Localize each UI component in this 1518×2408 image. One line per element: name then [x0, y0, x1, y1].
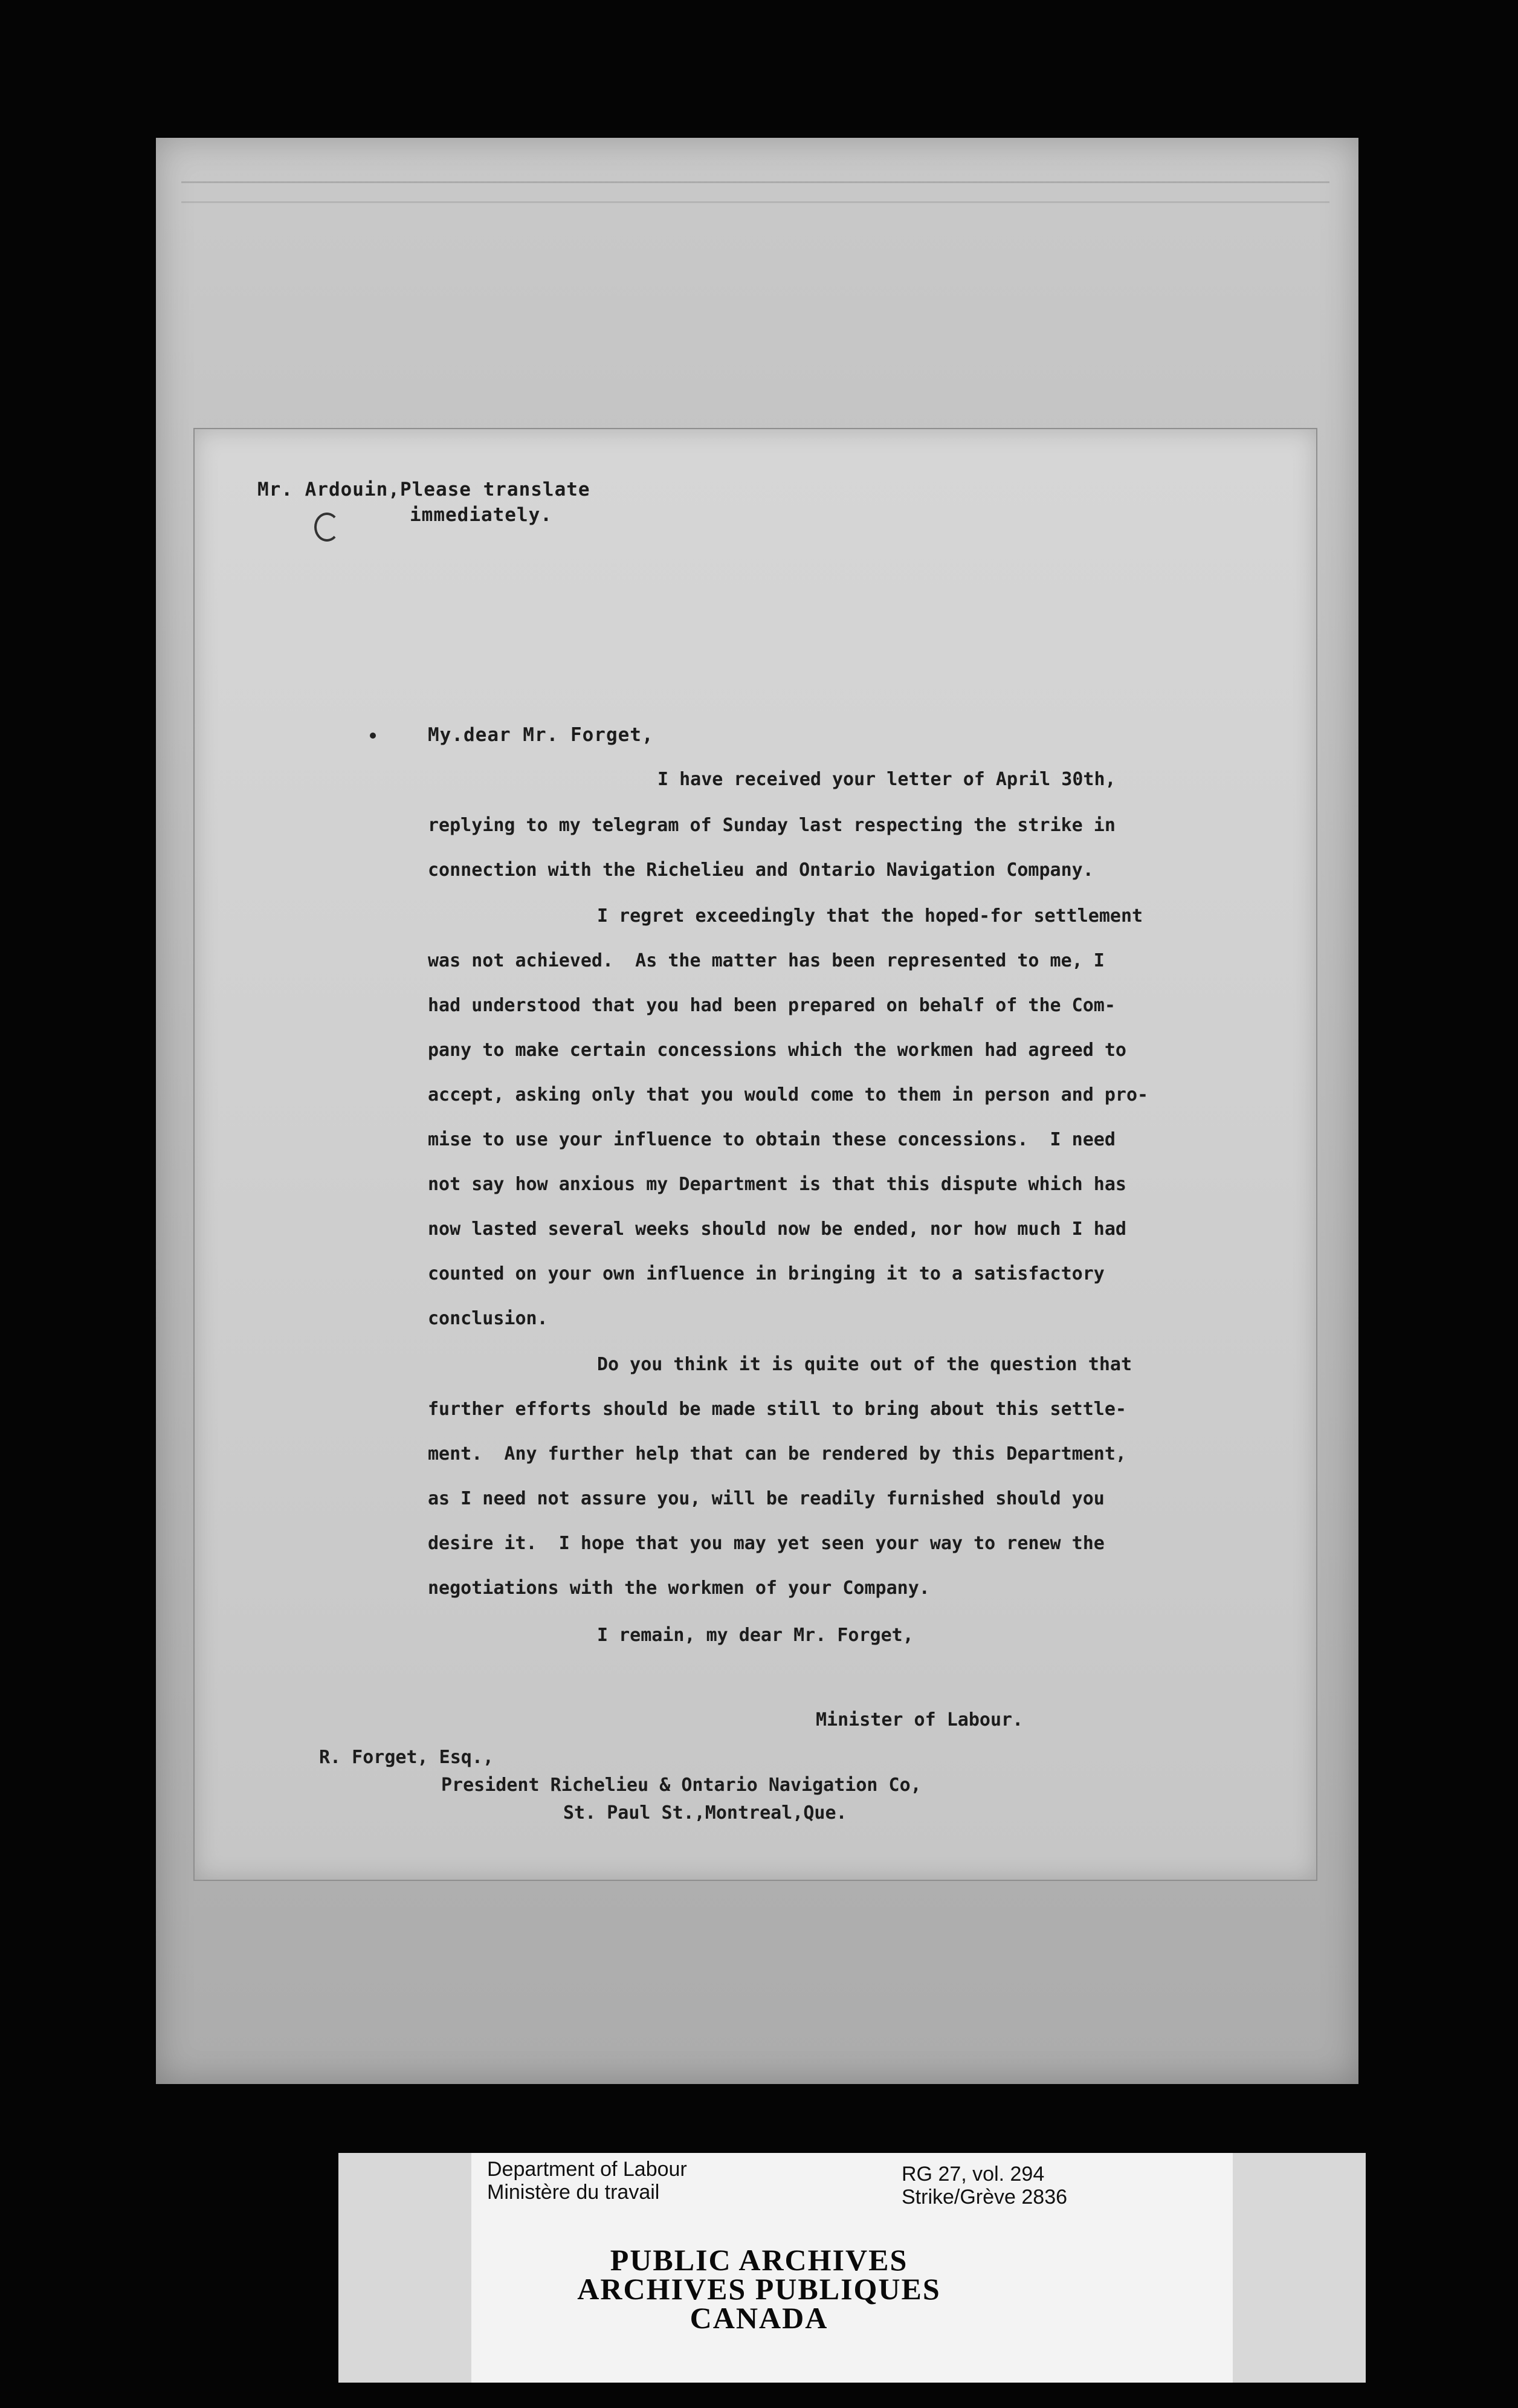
- body-line: ment. Any further help that can be rendered by this Department,: [428, 1443, 1126, 1465]
- body-line: conclusion.: [428, 1308, 548, 1329]
- pencil-circle-mark: [314, 513, 340, 542]
- body-line: negotiations with the workmen of your Company.: [428, 1578, 930, 1599]
- body-line: as I need not assure you, will be readily furnished should you: [428, 1488, 1105, 1509]
- body-line: I regret exceedingly that the hoped-for settlement: [597, 905, 1143, 927]
- margin-dot: [370, 733, 376, 739]
- closing-line: I remain, my dear Mr. Forget,: [597, 1625, 914, 1646]
- translation-note-line2: immediately.: [410, 504, 552, 526]
- body-line: was not achieved. As the matter has been represented to me, I: [428, 950, 1105, 971]
- salutation: My.dear Mr. Forget,: [428, 724, 654, 746]
- body-line: had understood that you had been prepared on behalf of the Com-: [428, 995, 1116, 1016]
- body-line: replying to my telegram of Sunday last respecting the strike in: [428, 815, 1116, 836]
- letter-page: [195, 429, 1316, 1880]
- department-english: Department of Labour: [487, 2158, 687, 2181]
- signature-title: Minister of Labour.: [816, 1709, 1024, 1730]
- address-line: President Richelieu & Ontario Navigation Co,: [441, 1775, 922, 1796]
- body-line: connection with the Richelieu and Ontario Navigation Company.: [428, 859, 1094, 881]
- backing-sheet-rule: [181, 181, 1329, 203]
- archives-title-english: PUBLIC ARCHIVES: [610, 2243, 908, 2277]
- department-french: Ministère du travail: [487, 2181, 660, 2204]
- body-line: Do you think it is quite out of the question that: [597, 1354, 1132, 1375]
- record-group-volume: RG 27, vol. 294: [902, 2163, 1045, 2186]
- body-line: counted on your own influence in bringing it to a satisfactory: [428, 1263, 1105, 1284]
- body-line: now lasted several weeks should now be ended, nor how much I had: [428, 1219, 1126, 1240]
- body-line: desire it. I hope that you may yet seen your way to renew the: [428, 1533, 1105, 1554]
- translation-note-line1: Mr. Ardouin,Please translate: [257, 479, 590, 500]
- body-line: I have received your letter of April 30th,: [657, 769, 1116, 790]
- archive-label-left-tab: [338, 2153, 471, 2383]
- archive-label-right-tab: [1233, 2153, 1366, 2383]
- body-line: pany to make certain concessions which the workmen had agreed to: [428, 1040, 1126, 1061]
- archives-country: CANADA: [690, 2301, 828, 2335]
- address-line: St. Paul St.,Montreal,Que.: [563, 1802, 847, 1824]
- strike-reference: Strike/Grève 2836: [902, 2186, 1068, 2209]
- body-line: mise to use your influence to obtain these concessions. I need: [428, 1129, 1116, 1150]
- body-line: accept, asking only that you would come to them in person and pro-: [428, 1084, 1149, 1105]
- address-line: R. Forget, Esq.,: [319, 1747, 494, 1768]
- body-line: not say how anxious my Department is that this dispute which has: [428, 1174, 1126, 1195]
- archives-title-french: ARCHIVES PUBLIQUES: [577, 2272, 941, 2306]
- body-line: further efforts should be made still to bring about this settle-: [428, 1399, 1126, 1420]
